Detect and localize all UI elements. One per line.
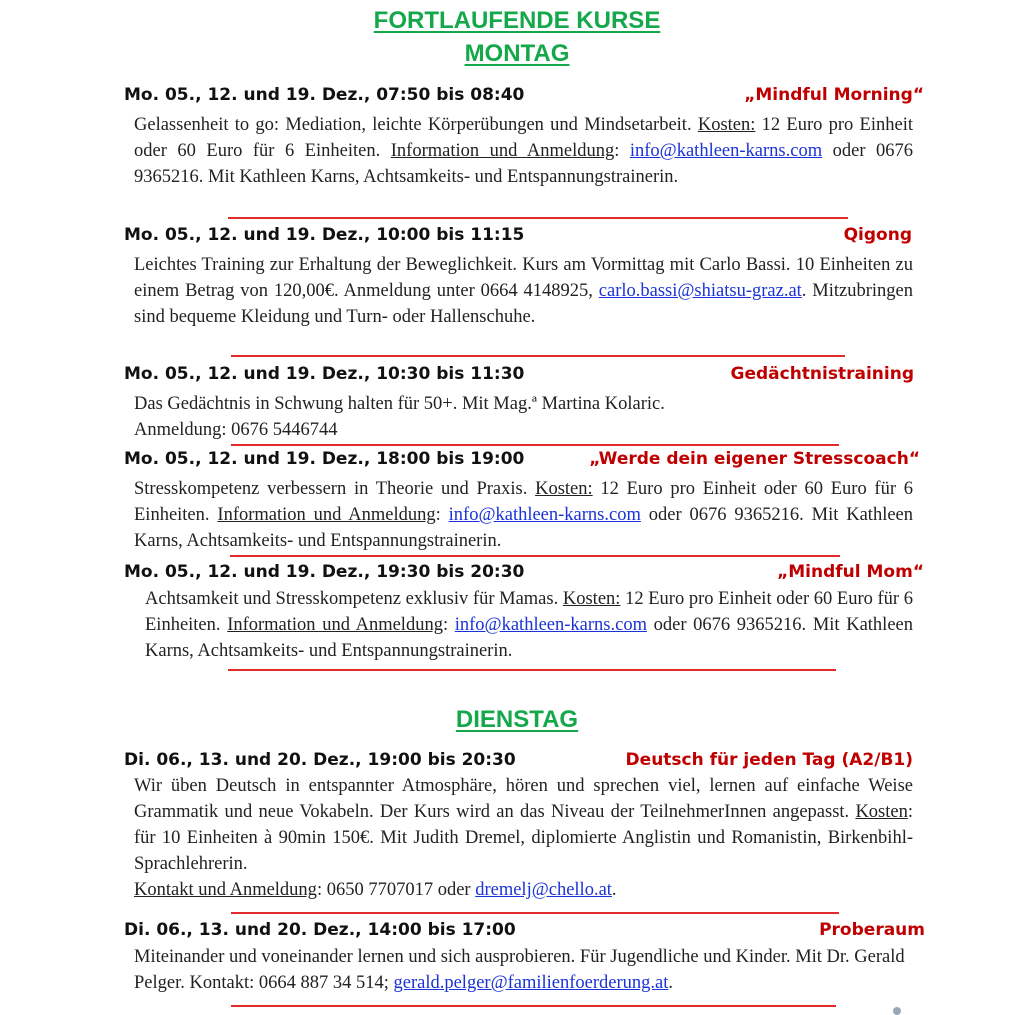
separator-line	[231, 444, 839, 446]
course-description: Das Gedächtnis in Schwung halten für 50+. Mit Mag.ª Martina Kolaric. Anmeldung: 0676 5446744	[134, 394, 665, 440]
costs-label: Kosten:	[562, 589, 621, 609]
course-date: Mo. 05., 12. und 19. Dez., 10:00 bis 11:15	[124, 225, 525, 245]
email-link[interactable]: carlo.bassi@shiatsu-graz.at	[598, 281, 802, 301]
course-date: Mo. 05., 12. und 19. Dez., 07:50 bis 08:40	[124, 85, 525, 105]
course-name: Proberaum	[819, 920, 925, 940]
course-description: Leichtes Training zur Erhaltung der Beweglichkeit. Kurs am Vormittag mit Carlo Bassi. 10 Einheiten zu einem Betrag von 120,00€. Anmeldung unter 0664 4148925, carlo.bassi@shiatsu-graz.at. Mitzubringen sind bequeme Kleidung und Turn- oder Hallenschuhe.	[134, 255, 914, 327]
course-description: Stresskompetenz verbessern in Theorie und Praxis. Kosten: 12 Euro pro Einheit oder 60 Euro für 6 Einheiten. Information und Anmeldung: info@kathleen-karns.com oder 0676 9365216. Mit Kathleen Karns, Achtsamkeits- und Entspannungstrainerin.	[134, 479, 914, 551]
course-name: Gedächtnistraining	[730, 364, 914, 384]
costs-label: Kosten:	[535, 479, 593, 499]
info-label: Information und Anmeldung	[227, 615, 443, 635]
costs-label: Kosten	[855, 802, 908, 822]
info-label: Information und Anmeldung	[390, 141, 615, 161]
course-description: Gelassenheit to go: Mediation, leichte Körperübungen und Mindsetarbeit. Kosten: 12 Euro pro Einheit oder 60 Euro für 6 Einheiten. Information und Anmeldung: info@kathleen-karns.com oder 0676 9365216. Mit Kathleen Karns, Achtsamkeits- und Entspannungstrainerin.	[134, 115, 913, 187]
page-edge-mark	[893, 1007, 901, 1015]
course-date: Di. 06., 13. und 20. Dez., 19:00 bis 20:30	[124, 750, 516, 770]
course-date: Mo. 05., 12. und 19. Dez., 10:30 bis 11:30	[124, 364, 525, 384]
info-label: Information und Anmeldung	[217, 505, 436, 525]
separator-line	[228, 669, 836, 671]
course-header	[124, 223, 912, 247]
course-header	[124, 447, 920, 471]
costs-label: Kosten:	[697, 115, 756, 135]
separator-line	[231, 912, 839, 914]
separator-line	[228, 217, 848, 219]
course-name: „Werde dein eigener Stresscoach“	[589, 449, 920, 469]
section-title: FORTLAUFENDE KURSE	[373, 7, 661, 34]
course-header	[124, 362, 914, 386]
course-name: Qigong	[843, 225, 912, 245]
email-link[interactable]: info@kathleen-karns.com	[454, 615, 647, 635]
email-link[interactable]: info@kathleen-karns.com	[629, 141, 823, 161]
course-date: Mo. 05., 12. und 19. Dez., 19:30 bis 20:30	[124, 562, 525, 582]
separator-line	[231, 1005, 836, 1007]
course-date: Mo. 05., 12. und 19. Dez., 18:00 bis 19:00	[124, 449, 525, 469]
email-link[interactable]: dremelj@chello.at	[475, 880, 612, 900]
separator-line	[231, 355, 845, 357]
course-header	[124, 560, 924, 584]
separator-line	[230, 555, 840, 557]
course-description: Wir üben Deutsch in entspannter Atmosphäre, hören und sprechen viel, lernen auf einfache Weise Grammatik und neue Vokabeln. Der Kurs wird an das Niveau der TeilnehmerInnen angepasst. Kosten: für 10 Einheiten à 90min 150€. Mit Judith Dremel, diplomierte Anglistin und Romanistin, Birkenbihl-Sprachlehrerin. Kontakt und Anmeldung: 0650 7707017 oder dremelj@chello.at.	[134, 776, 913, 900]
course-header	[124, 748, 913, 772]
day-heading-tuesday: DIENSTAG	[455, 706, 579, 733]
contact-label: Kontakt und Anmeldung	[134, 880, 317, 900]
course-date: Di. 06., 13. und 20. Dez., 14:00 bis 17:00	[124, 920, 516, 940]
course-description: Achtsamkeit und Stresskompetenz exklusiv für Mamas. Kosten: 12 Euro pro Einheit oder 60 Euro für 6 Einheiten. Information und Anmeldung: info@kathleen-karns.com oder 0676 9365216. Mit Kathleen Karns, Achtsamkeits- und Entspannungstrainerin.	[145, 589, 913, 661]
course-description: Miteinander und voneinander lernen und sich ausprobieren. Für Jugendliche und Kinder. Mit Dr. Gerald Pelger. Kontakt: 0664 887 34 514; gerald.pelger@familienfoerderung.at.	[134, 947, 905, 993]
email-link[interactable]: info@kathleen-karns.com	[448, 505, 641, 525]
course-header	[124, 918, 925, 942]
course-name: „Mindful Morning“	[744, 85, 924, 105]
course-name: „Mindful Mom“	[777, 562, 924, 582]
email-link[interactable]: gerald.pelger@familienfoerderung.at	[393, 973, 669, 993]
day-heading-monday: MONTAG	[464, 40, 570, 67]
course-header	[124, 83, 924, 107]
course-name: Deutsch für jeden Tag (A2/B1)	[625, 750, 913, 770]
